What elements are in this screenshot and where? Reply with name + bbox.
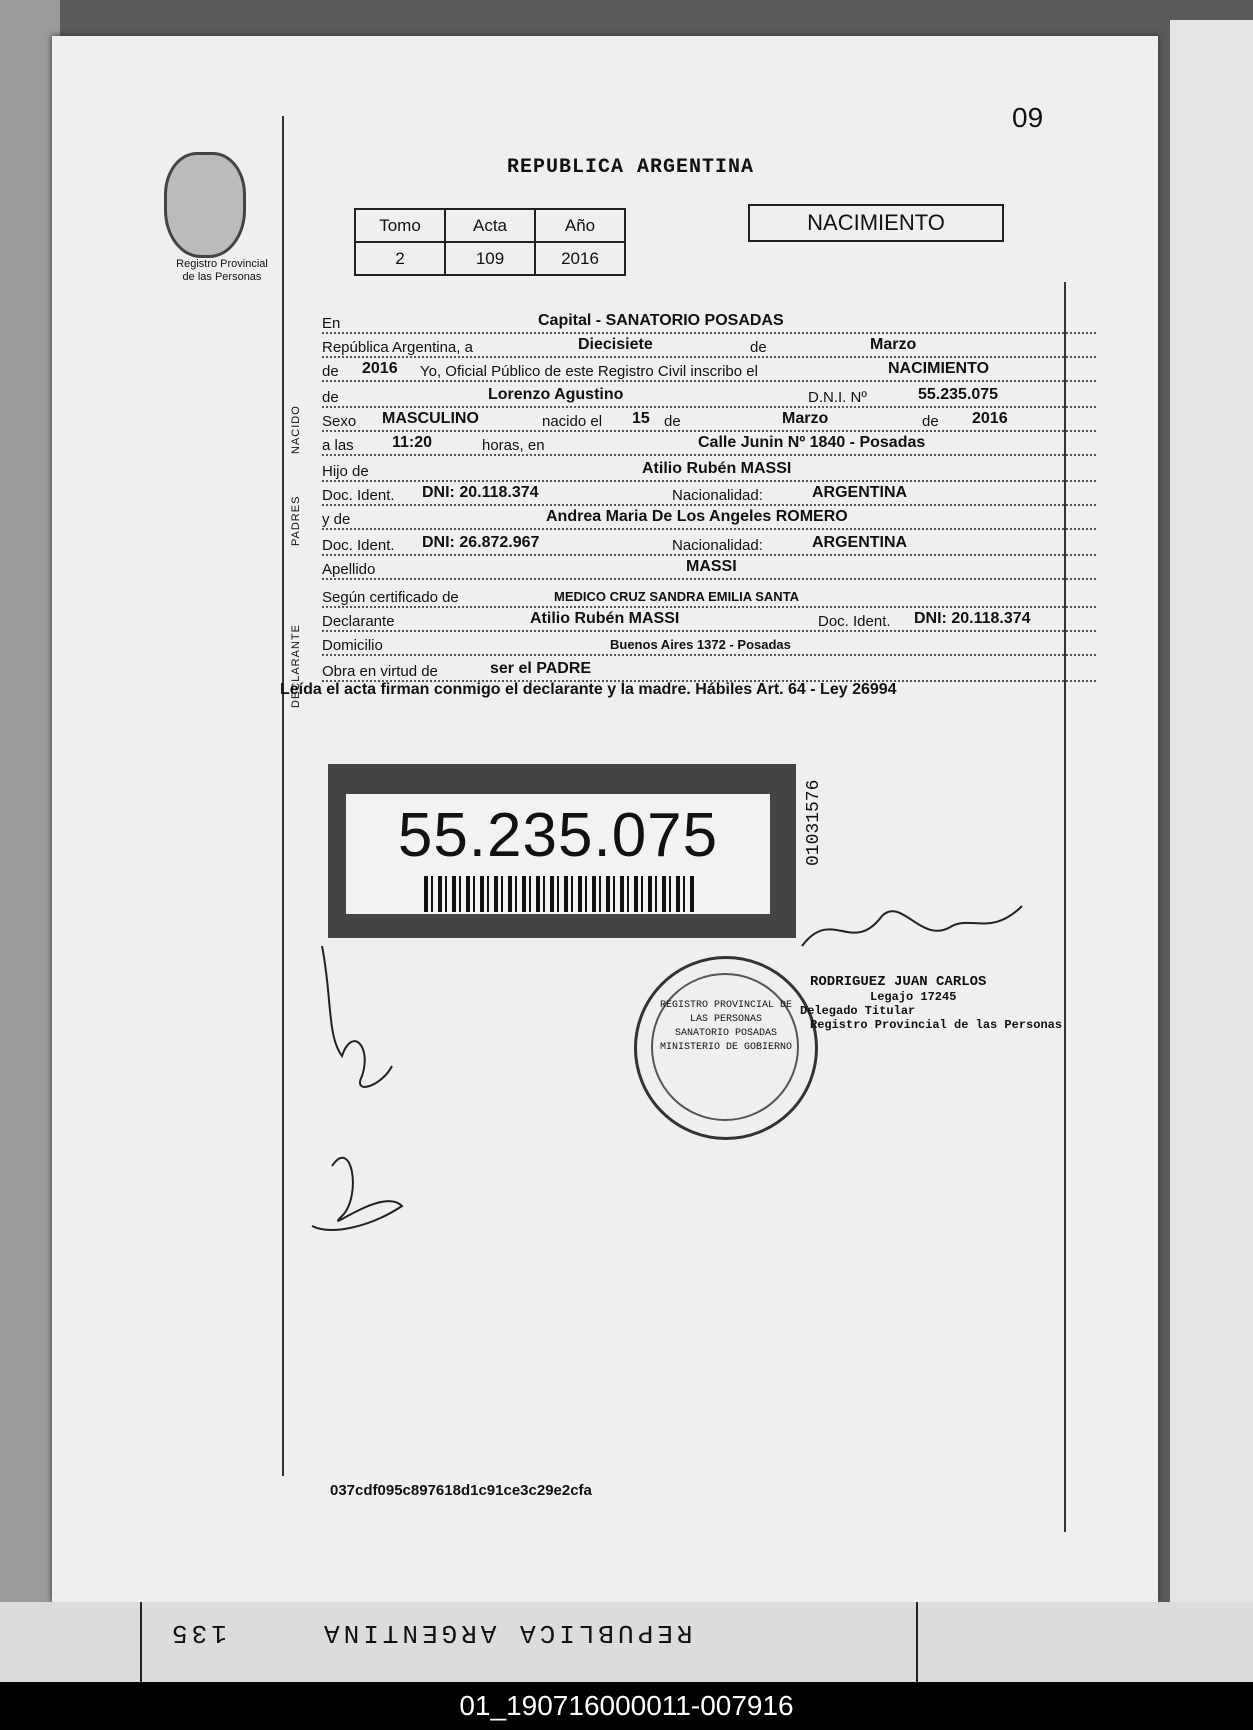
sticker-number: 55.235.075: [397, 801, 719, 870]
row-certificado: Según certificado de MEDICO CRUZ SANDRA EMILIA SANTA: [322, 584, 1096, 608]
side-label-declarante: DECLARANTE: [290, 624, 302, 708]
seal-text-2: SANATORIO POSADAS: [674, 1028, 778, 1039]
row-obra: Obra en virtud de ser el PADRE: [322, 658, 1096, 682]
header-acta: Acta: [445, 209, 535, 242]
row-madre: y de Andrea Maria De Los Angeles ROMERO: [322, 506, 1096, 530]
official-signature: [792, 876, 1052, 966]
row-padre: Hijo de Atilio Rubén MASSI: [322, 458, 1096, 482]
province-crest-icon: [164, 152, 246, 258]
tomo-acta-table: [354, 208, 626, 276]
closing-text: Leída el acta firman conmigo el declarante y la madre. Hábiles Art. 64 - Ley 26994: [280, 681, 897, 698]
official-seal: [634, 956, 818, 1140]
row-hora-lugar: a las 11:20 horas, en Calle Junin Nº 1840 - Posadas: [322, 432, 1096, 456]
seal-text: REGISTRO PROVINCIAL DE LAS PERSONAS: [659, 1000, 793, 1025]
background-left: [0, 0, 60, 1602]
document-hash: 037cdf095c897618d1c91ce3c29e2cfa: [330, 1482, 592, 1499]
header-tomo: Tomo: [355, 209, 445, 242]
sticker-serial: 01031576: [804, 779, 824, 866]
image-caption: 01_190716000011-007916: [0, 1682, 1253, 1730]
handwritten-signatures: [292, 936, 452, 1276]
side-label-padres: PADRES: [290, 495, 302, 546]
row-sexo: Sexo MASCULINO nacido el 15 de Marzo de 2016: [322, 408, 1096, 432]
left-margin-line: [282, 116, 284, 1476]
background-right-pages: [1170, 20, 1253, 1602]
row-en: En Capital - SANATORIO POSADAS: [322, 310, 1096, 334]
barcode: [424, 876, 694, 912]
row-padre-doc: Doc. Ident. DNI: 20.118.374 Nacionalidad: ARGENTINA: [322, 482, 1096, 506]
value-acta: 109: [445, 242, 535, 275]
value-tomo: 2: [355, 242, 445, 275]
row-madre-doc: Doc. Ident. DNI: 26.872.967 Nacionalidad: ARGENTINA: [322, 532, 1096, 556]
document-title: REPUBLICA ARGENTINA: [507, 156, 755, 179]
logo-caption: Registro Provincial de las Personas: [176, 258, 268, 283]
record-type-box: NACIMIENTO: [748, 204, 1004, 242]
signatory-legajo: Legajo 17245: [870, 990, 957, 1004]
signatory-block: [800, 974, 1063, 1032]
dni-sticker: [328, 764, 796, 938]
side-label-nacido: NACIDO: [290, 405, 302, 454]
next-page-number: 135: [168, 1618, 227, 1648]
header-ano: Año: [535, 209, 625, 242]
signatory-office: Registro Provincial de las Personas: [810, 1018, 1063, 1032]
birth-certificate-page: [52, 36, 1158, 1602]
row-ano-inscribo: de 2016 Yo, Oficial Público de este Registro Civil inscribo el NACIMIENTO: [322, 358, 1096, 382]
value-ano: 2016: [535, 242, 625, 275]
signatory-role: Delegado Titular: [800, 1004, 916, 1018]
row-domicilio: Domicilio Buenos Aires 1372 - Posadas: [322, 632, 1096, 656]
row-apellido: Apellido MASSI: [322, 556, 1096, 580]
page-number: 09: [1012, 102, 1044, 133]
row-declarante: Declarante Atilio Rubén MASSI Doc. Ident. DNI: 20.118.374: [322, 608, 1096, 632]
row-nombre: de Lorenzo Agustino D.N.I. Nº 55.235.075: [322, 384, 1096, 408]
next-page-title: REPUBLICA ARGENTINA: [320, 1618, 693, 1648]
row-fecha: República Argentina, a Diecisiete de Marzo: [322, 334, 1096, 358]
seal-text-3: MINISTERIO DE GOBIERNO: [659, 1042, 793, 1053]
signatory-name: RODRIGUEZ JUAN CARLOS: [810, 974, 987, 990]
